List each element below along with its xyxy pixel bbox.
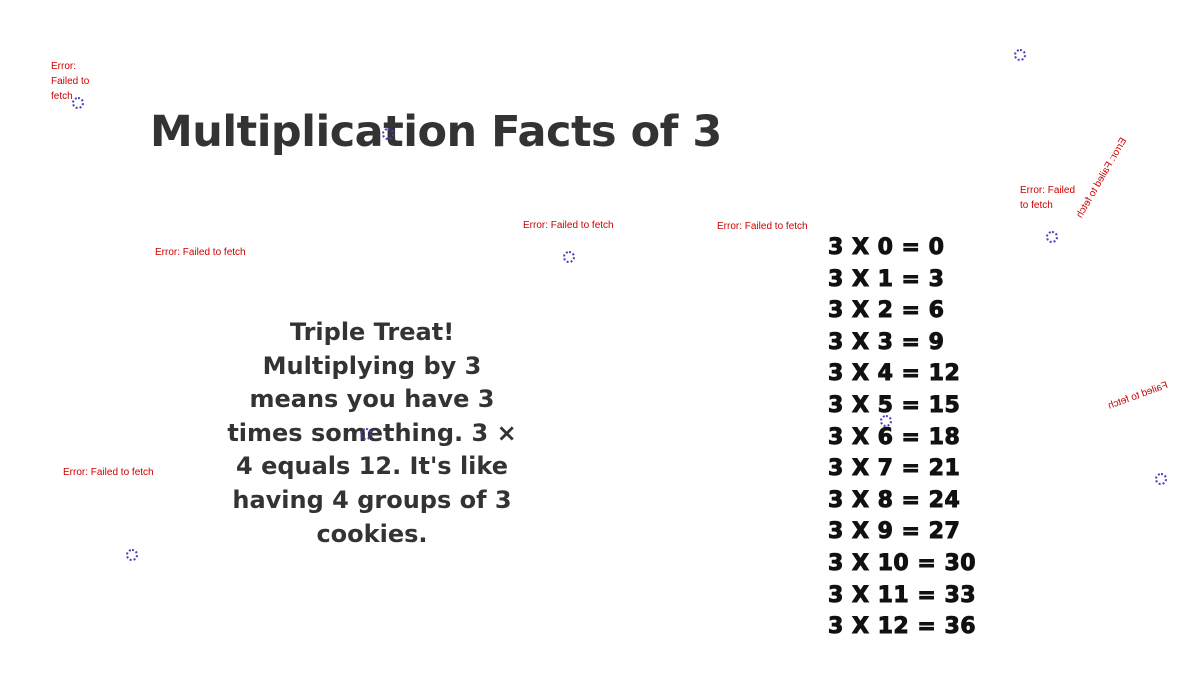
page-title: Multiplication Facts of 3 — [150, 107, 722, 157]
fact-item: 3 X 1 = 3 — [828, 266, 945, 292]
loading-spinner-icon — [1155, 473, 1167, 485]
loading-spinner-icon — [382, 128, 394, 140]
multiplication-facts-list — [828, 232, 976, 643]
fact-item: 3 X 10 = 30 — [828, 550, 977, 576]
fact-item: 3 X 11 = 33 — [828, 582, 977, 608]
loading-spinner-icon — [1046, 231, 1058, 243]
error-message: Error: Failed to fetch — [63, 467, 154, 478]
fact-item: 3 X 2 = 6 — [828, 298, 945, 324]
fact-item: 3 X 12 = 36 — [828, 614, 977, 640]
fact-item: 3 X 8 = 24 — [828, 487, 961, 513]
fact-item: 3 X 3 = 9 — [828, 329, 945, 355]
fact-item: 3 X 7 = 21 — [828, 456, 961, 482]
error-message-rotated: Error: Failed to fetch — [1074, 136, 1130, 220]
error-message: Error: Failed to fetch — [1020, 185, 1076, 211]
loading-spinner-icon — [563, 251, 575, 263]
fact-item: 3 X 4 = 12 — [828, 361, 961, 387]
explanation-text: Triple Treat! Multiplying by 3 means you have 3 times something. 3 × 4 equals 12. It's like having 4 groups of 3 cookies. — [227, 318, 517, 548]
fact-item: 3 X 0 = 0 — [828, 235, 945, 260]
error-message-clipped: Failed to fetch — [1106, 379, 1170, 412]
fact-item: 3 X 6 = 18 — [828, 424, 961, 450]
loading-spinner-icon — [880, 415, 892, 427]
loading-spinner-icon — [1014, 49, 1026, 61]
loading-spinner-icon — [126, 549, 138, 561]
fact-item: 3 X 9 = 27 — [828, 519, 961, 545]
error-message: Error: Failed to fetch — [155, 247, 246, 258]
error-message: Error: Failed to fetch — [717, 221, 808, 232]
fact-item: 3 X 5 = 15 — [828, 392, 961, 418]
error-message: Error: Failed to fetch — [51, 61, 90, 102]
loading-spinner-icon — [360, 428, 372, 440]
loading-spinner-icon — [72, 97, 84, 109]
error-message: Error: Failed to fetch — [523, 220, 614, 231]
